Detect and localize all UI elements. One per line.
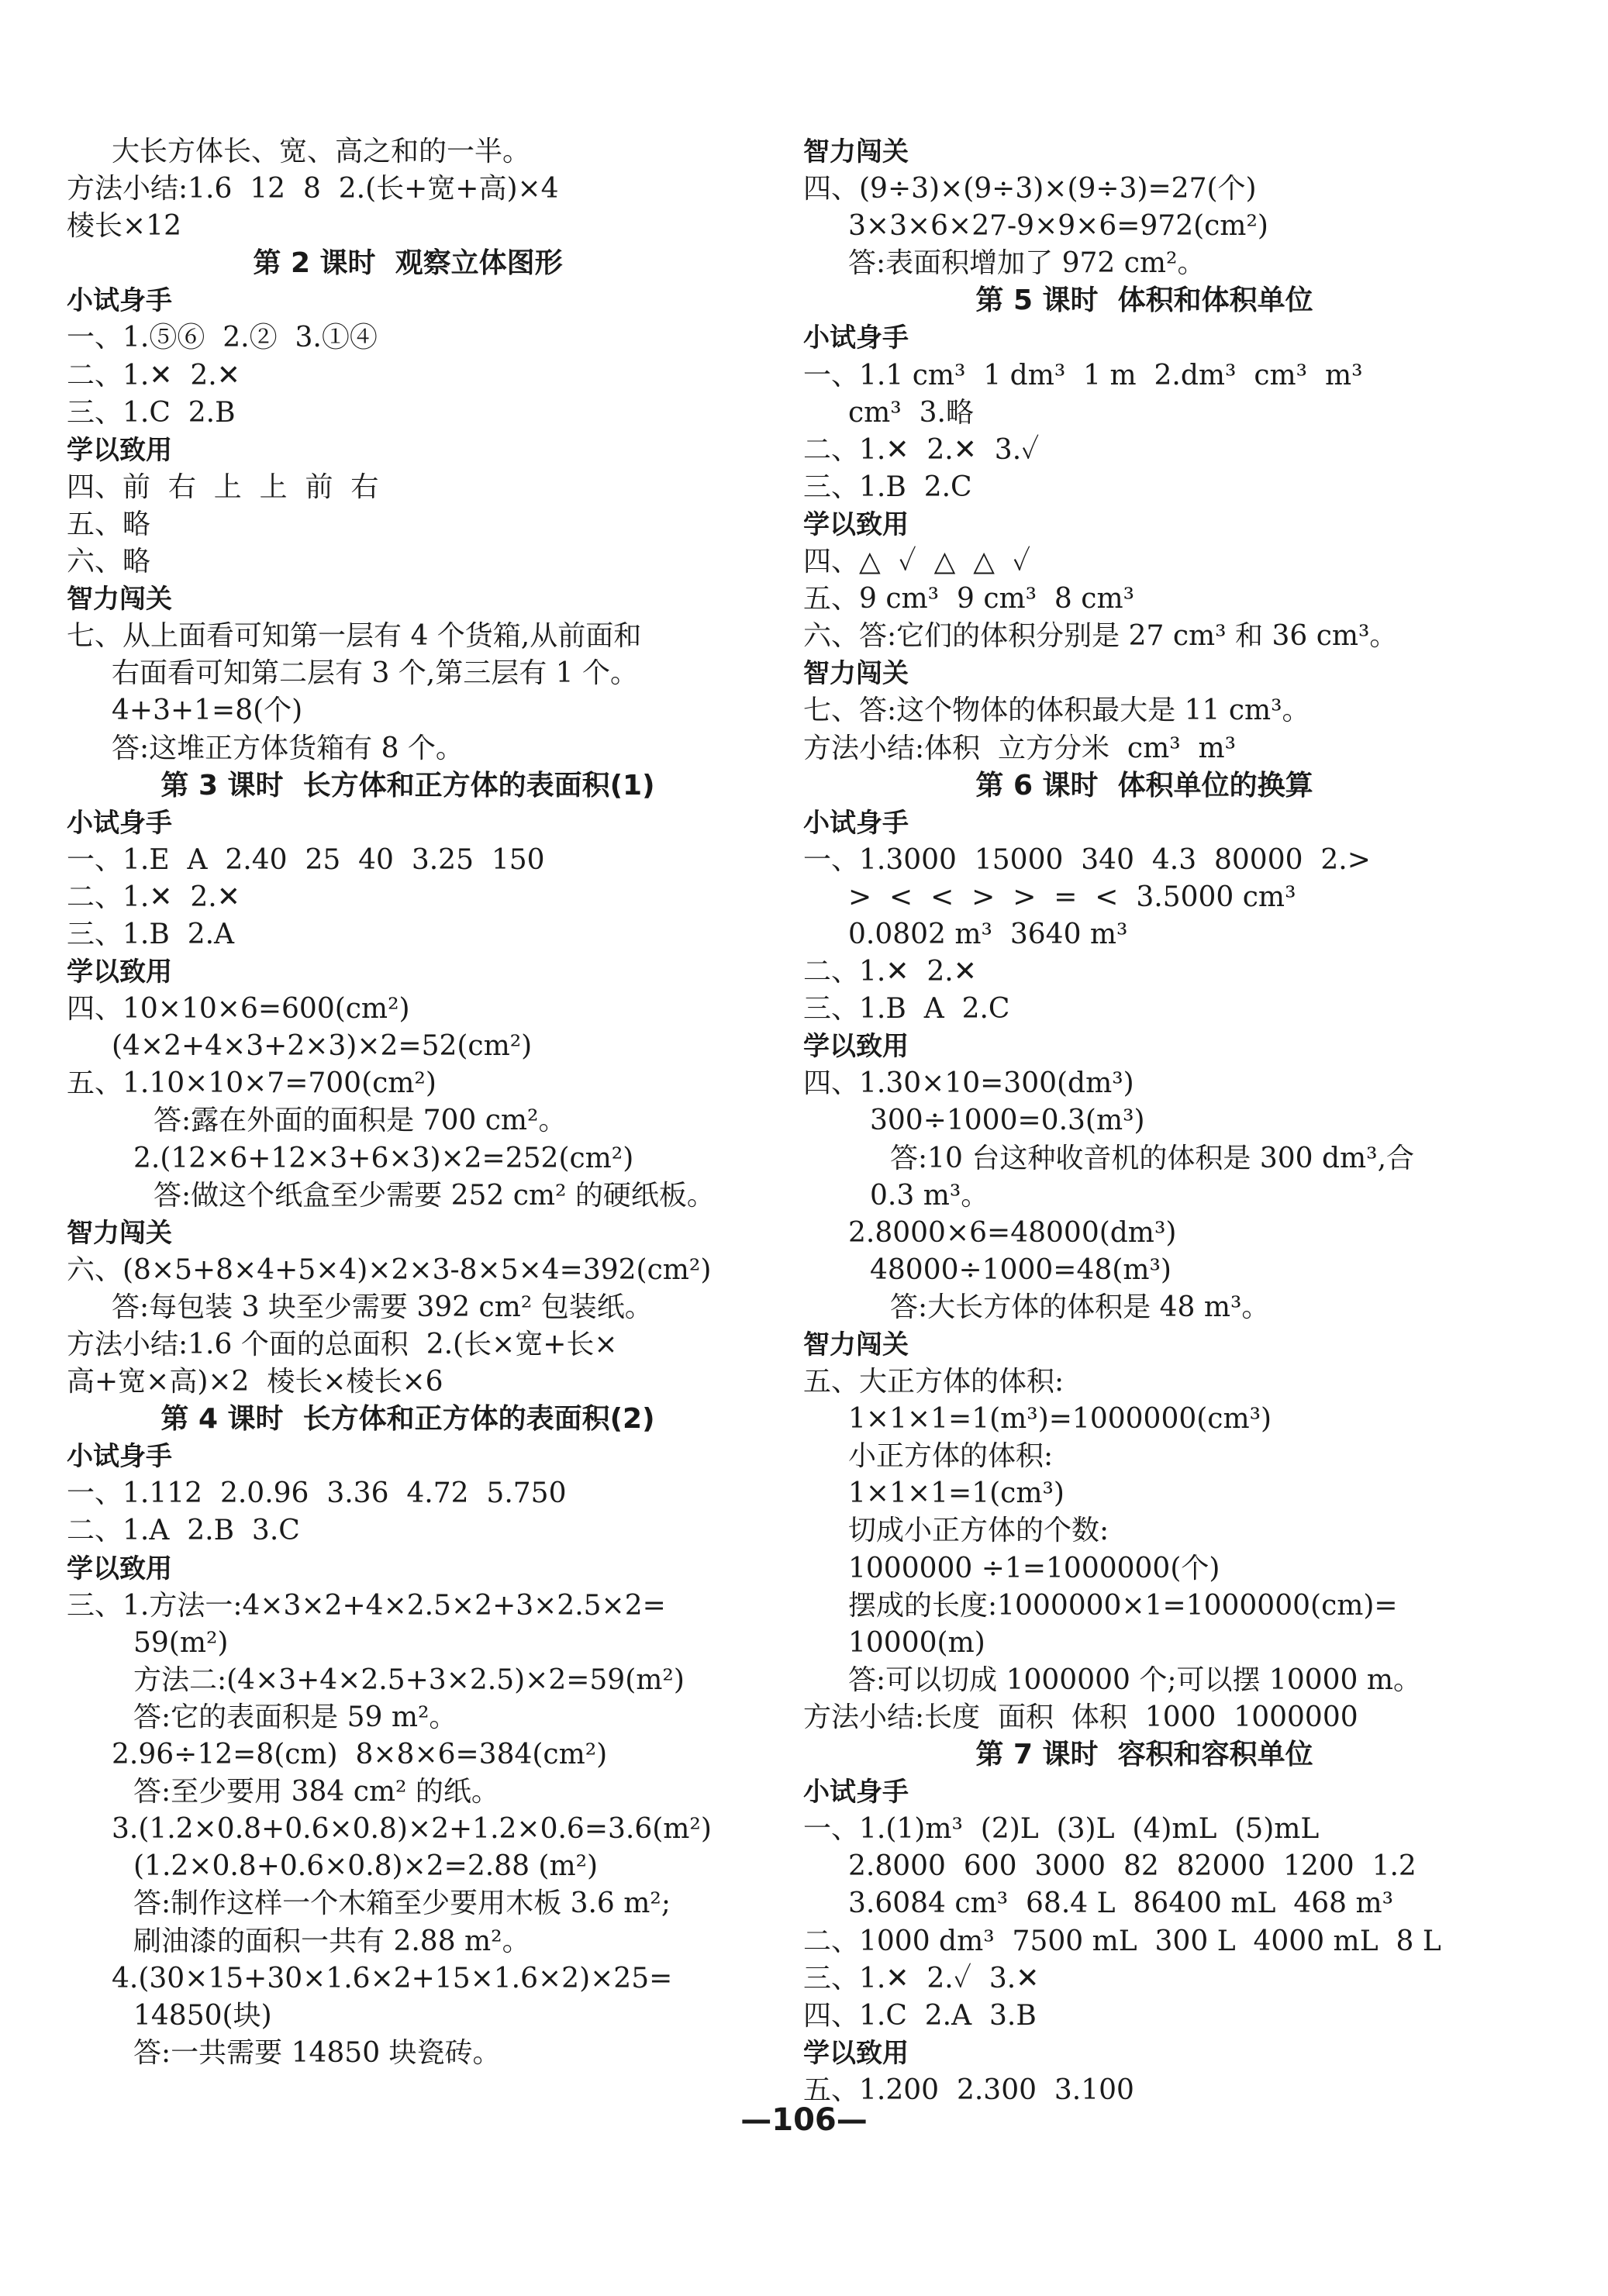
right-answer-line: 四、1.30×10=300(dm³) [803, 1067, 1134, 1100]
right-answer-line: 摆成的长度:1000000×1=1000000(cm)= [848, 1589, 1398, 1622]
left-answer-line: 2.96÷12=8(cm) 8×8×6=384(cm²) [112, 1739, 608, 1771]
left-answer-line: 五、略 [67, 508, 151, 540]
right-answer-line: 方法小结:体积 立方分米 cm³ m³ [803, 732, 1237, 764]
left-answer-line: 方法小结:1.6 个面的总面积 2.(长×宽+长× [67, 1329, 618, 1360]
left-answer-line: 七、从上面看可知第一层有 4 个货箱,从前面和 [67, 620, 642, 653]
left-answer-line: 三、1.C 2.B [67, 396, 236, 429]
right-answer-line: 二、1000 dm³ 7500 mL 300 L 4000 mL 8 L [803, 1925, 1441, 1957]
right-answer-line: 方法小结:长度 面积 体积 1000 1000000 [803, 1701, 1358, 1733]
left-answer-line: 三、1.B 2.A [67, 918, 235, 950]
right-lesson-title: 第 6 课时 体积单位的换算 [975, 769, 1313, 802]
left-section-heading: 智力闯关 [67, 1217, 172, 1249]
right-answer-line: 3×3×6×27-9×9×6=972(cm²) [848, 210, 1268, 243]
left-answer-line: 大长方体长、宽、高之和的一半。 [112, 136, 531, 167]
left-section-heading: 小试身手 [67, 1441, 172, 1473]
right-answer-line: 五、9 cm³ 9 cm³ 8 cm³ [803, 583, 1135, 615]
right-answer-line: 六、答:它们的体积分别是 27 cm³ 和 36 cm³。 [803, 620, 1398, 653]
left-section-heading: 学以致用 [67, 1553, 172, 1584]
right-answer-line: 0.3 m³。 [870, 1179, 989, 1212]
left-answer-line: 答:这堆正方体货箱有 8 个。 [112, 732, 464, 764]
left-answer-line: 一、1.E A 2.40 25 40 3.25 150 [67, 843, 545, 876]
left-answer-line: 二、1.✕ 2.✕ [67, 359, 240, 391]
right-answer-line: 切成小正方体的个数: [848, 1515, 1109, 1547]
left-answer-line: 答:制作这样一个木箱至少要用木板 3.6 m²; [133, 1887, 671, 1920]
right-answer-line: 1×1×1=1(m³)=1000000(cm³) [848, 1403, 1272, 1436]
left-answer-line: 方法小结:1.6 12 8 2.(长+宽+高)×4 [67, 173, 559, 205]
left-answer-line: 四、10×10×6=600(cm²) [67, 993, 410, 1026]
left-answer-line: 二、1.A 2.B 3.C [67, 1515, 300, 1547]
right-answer-line: 四、(9÷3)×(9÷3)×(9÷3)=27(个) [803, 173, 1257, 205]
left-answer-line: 答:它的表面积是 59 m²。 [133, 1701, 457, 1733]
right-section-heading: 学以致用 [803, 2037, 909, 2069]
right-answer-line: 300÷1000=0.3(m³) [870, 1105, 1145, 1137]
left-lesson-title: 第 2 课时 观察立体图形 [253, 247, 563, 280]
right-answer-line: 1×1×1=1(cm³) [848, 1477, 1065, 1510]
right-answer-line: 三、1.✕ 2.✓ 3.✕ [803, 1962, 1040, 1994]
left-answer-line: 答:一共需要 14850 块瓷砖。 [133, 2036, 501, 2069]
left-answer-line: 高+宽×高)×2 棱长×棱长×6 [67, 1366, 443, 1398]
left-lesson-title: 第 3 课时 长方体和正方体的表面积(1) [160, 769, 655, 802]
right-answer-line: 三、1.B A 2.C [803, 993, 1010, 1026]
right-answer-line: 小正方体的体积: [848, 1440, 1054, 1473]
left-answer-line: 2.(12×6+12×3+6×3)×2=252(cm²) [133, 1142, 634, 1174]
left-answer-line: (4×2+4×3+2×3)×2=52(cm²) [112, 1030, 533, 1063]
right-answer-line: 二、1.✕ 2.✕ 3.✓ [803, 433, 1040, 466]
left-section-heading: 小试身手 [67, 285, 172, 317]
page-number: —106— [740, 2102, 868, 2138]
left-answer-line: 答:每包装 3 块至少需要 392 cm² 包装纸。 [112, 1291, 653, 1323]
left-answer-line: 刷油漆的面积一共有 2.88 m²。 [133, 1925, 530, 1957]
right-answer-line: 四、△ ✓ △ △ ✓ [803, 546, 1031, 578]
left-section-heading: 小试身手 [67, 807, 172, 839]
left-answer-line: 一、1.⑤⑥ 2.② 3.①④ [67, 322, 378, 354]
answer-column-right [803, 133, 1486, 2109]
answer-column-left [67, 133, 749, 2072]
left-answer-line: 3.(1.2×0.8+0.6×0.8)×2+1.2×0.6=3.6(m²) [112, 1813, 712, 1846]
right-answer-line: 一、1.(1)m³ (2)L (3)L (4)mL (5)mL [803, 1813, 1320, 1846]
right-answer-line: 三、1.B 2.C [803, 471, 972, 503]
right-section-heading: 小试身手 [803, 807, 909, 839]
right-answer-line: > < < > > = < 3.5000 cm³ [848, 881, 1296, 913]
left-answer-line: 三、1.方法一:4×3×2+4×2.5×2+3×2.5×2= [67, 1589, 666, 1622]
left-section-heading: 智力闯关 [67, 584, 172, 615]
right-lesson-title: 第 7 课时 容积和容积单位 [975, 1739, 1313, 1771]
left-answer-line: 五、1.10×10×7=700(cm²) [67, 1067, 437, 1100]
right-answer-line: 2.8000×6=48000(dm³) [848, 1216, 1177, 1249]
left-answer-line: 14850(块) [133, 1999, 272, 2032]
right-answer-line: 五、1.200 2.300 3.100 [803, 2074, 1134, 2106]
left-answer-line: 4.(30×15+30×1.6×2+15×1.6×2)×25= [112, 1962, 673, 1994]
left-answer-line: 四、前 右 上 上 前 右 [67, 471, 379, 503]
left-answer-line: 59(m²) [133, 1626, 229, 1659]
right-answer-line: 1000000 ÷1=1000000(个) [848, 1552, 1220, 1584]
right-section-heading: 小试身手 [803, 1777, 909, 1808]
right-answer-line: 0.0802 m³ 3640 m³ [848, 918, 1128, 950]
left-answer-line: 六、(8×5+8×4+5×4)×2×3-8×5×4=392(cm²) [67, 1253, 712, 1286]
left-answer-line: 答:露在外面的面积是 700 cm²。 [154, 1105, 567, 1137]
right-answer-line: 四、1.C 2.A 3.B [803, 1999, 1037, 2032]
left-lesson-title: 第 4 课时 长方体和正方体的表面积(2) [160, 1403, 655, 1436]
left-answer-line: 右面看可知第二层有 3 个,第三层有 1 个。 [112, 657, 639, 690]
right-answer-line: 48000÷1000=48(m³) [870, 1253, 1171, 1286]
right-section-heading: 学以致用 [803, 508, 909, 540]
right-answer-line: 2.8000 600 3000 82 82000 1200 1.2 [848, 1850, 1416, 1883]
right-answer-line: 七、答:这个物体的体积最大是 11 cm³。 [803, 695, 1310, 727]
left-answer-line: (1.2×0.8+0.6×0.8)×2=2.88 (m²) [133, 1850, 599, 1883]
right-answer-line: 答:表面积增加了 972 cm²。 [848, 247, 1206, 280]
left-section-heading: 学以致用 [67, 434, 172, 466]
right-section-heading: 智力闯关 [803, 1329, 909, 1360]
left-answer-line: 答:至少要用 384 cm² 的纸。 [133, 1776, 499, 1808]
left-answer-line: 4+3+1=8(个) [112, 695, 303, 727]
right-answer-line: 答:10 台这种收音机的体积是 300 dm³,合 [890, 1142, 1415, 1174]
right-section-heading: 小试身手 [803, 322, 909, 354]
left-answer-line: 二、1.✕ 2.✕ [67, 881, 240, 913]
right-lesson-title: 第 5 课时 体积和体积单位 [975, 284, 1313, 317]
right-section-heading: 智力闯关 [803, 136, 909, 167]
left-answer-line: 棱长×12 [67, 210, 181, 243]
right-answer-line: 答:大长方体的体积是 48 m³。 [890, 1291, 1270, 1323]
right-answer-line: 一、1.1 cm³ 1 dm³ 1 m 2.dm³ cm³ m³ [803, 359, 1363, 391]
right-answer-line: 3.6084 cm³ 68.4 L 86400 mL 468 m³ [848, 1887, 1394, 1920]
left-answer-line: 六、略 [67, 546, 151, 578]
left-answer-line: 答:做这个纸盒至少需要 252 cm² 的硬纸板。 [154, 1179, 715, 1212]
right-answer-line: 答:可以切成 1000000 个;可以摆 10000 m。 [848, 1663, 1422, 1696]
right-answer-line: 一、1.3000 15000 340 4.3 80000 2.> [803, 843, 1371, 876]
left-answer-line: 方法二:(4×3+4×2.5+3×2.5)×2=59(m²) [133, 1663, 685, 1696]
right-section-heading: 学以致用 [803, 1031, 909, 1063]
right-section-heading: 智力闯关 [803, 658, 909, 690]
left-section-heading: 学以致用 [67, 957, 172, 988]
right-answer-line: 二、1.✕ 2.✕ [803, 956, 977, 988]
right-answer-line: 10000(m) [848, 1626, 985, 1659]
left-answer-line: 一、1.112 2.0.96 3.36 4.72 5.750 [67, 1477, 567, 1510]
right-answer-line: cm³ 3.略 [848, 396, 974, 429]
right-answer-line: 五、大正方体的体积: [803, 1366, 1065, 1398]
